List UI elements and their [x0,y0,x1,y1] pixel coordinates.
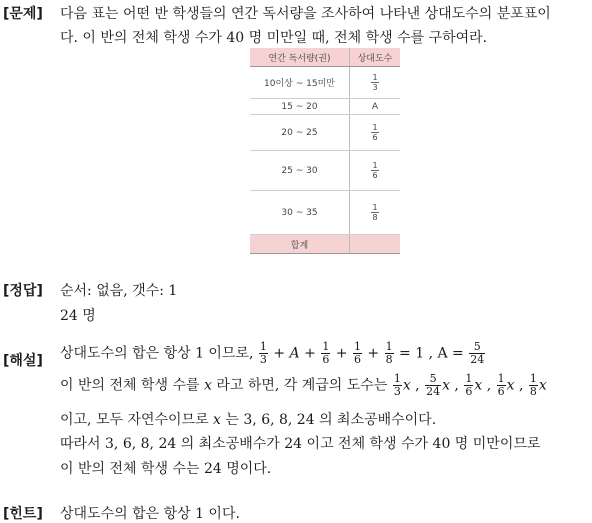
range-cell: 15 ~ 20 [250,99,349,115]
table-row [250,151,400,191]
total-label: 합계 [250,235,349,254]
freq-cell: $\frac{1}{6}$ [349,115,400,151]
answer-line2: 24 명 [60,308,96,324]
freq-cell: $\frac{1}{6}$ [349,151,400,191]
answer-label: [정답] [3,283,43,299]
hint-text: 상대도수의 합은 항상 1 이다. [60,506,240,522]
header-relative-frequency: 상대도수 [349,48,400,67]
range-cell: 10이상 ~ 15미만 [250,67,349,99]
frequency-table [250,48,400,254]
explanation-line3: 이고, 모두 자연수이므로 x 는 3, 6, 8, 24 의 최소공배수이다. [60,412,437,428]
freq-cell: A [349,99,400,115]
problem-label: [문제] [3,6,43,22]
explanation-line4: 따라서 3, 6, 8, 24 의 최소공배수가 24 이고 전체 학생 수가 40 명 미만이므로 [60,436,541,452]
freq-cell: $\frac{1}{8}$ [349,191,400,235]
answer-line1: 순서: 없음, 갯수: 1 [60,283,178,299]
table-row [250,115,400,151]
table-total-row [250,235,400,254]
table-row [250,67,400,99]
explanation-line5: 이 반의 전체 학생 수는 24 명이다. [60,461,272,477]
problem-text-line2: 다. 이 반의 전체 학생 수가 40 명 미만일 때, 전체 학생 수를 구하여라. [60,30,488,46]
range-cell: 20 ~ 25 [250,115,349,151]
range-cell: 25 ~ 30 [250,151,349,191]
problem-text-line1: 다음 표는 어떤 반 학생들의 연간 독서량을 조사하여 나타낸 상대도수의 분포표이 [60,6,551,22]
table-row [250,99,400,115]
hint-label: [힌트] [3,506,43,522]
range-cell: 30 ~ 35 [250,191,349,235]
explanation-line2: 이 반의 전체 학생 수를 x 라고 하면, 각 계급의 도수는 $\frac{1}{3}$ x , $\frac{5}{24}$ x , $\frac{1}{6}$ x , $\frac{1}{6}$ x , $\frac{1}{8}$ x [60,372,547,398]
explanation-label: [해설] [3,353,43,369]
freq-cell: $\frac{1}{3}$ [349,67,400,99]
table-row [250,191,400,235]
explanation-line1: 상대도수의 합은 항상 1 이므로, $\frac{1}{3}$ + A + $\frac{1}{6}$ + $\frac{1}{6}$ + $\frac{1}{8}$ = 1 , A = $\frac{5}{24}$ [60,340,485,366]
header-reading-amount: 연간 독서량(권) [250,48,349,67]
total-value [349,235,400,254]
